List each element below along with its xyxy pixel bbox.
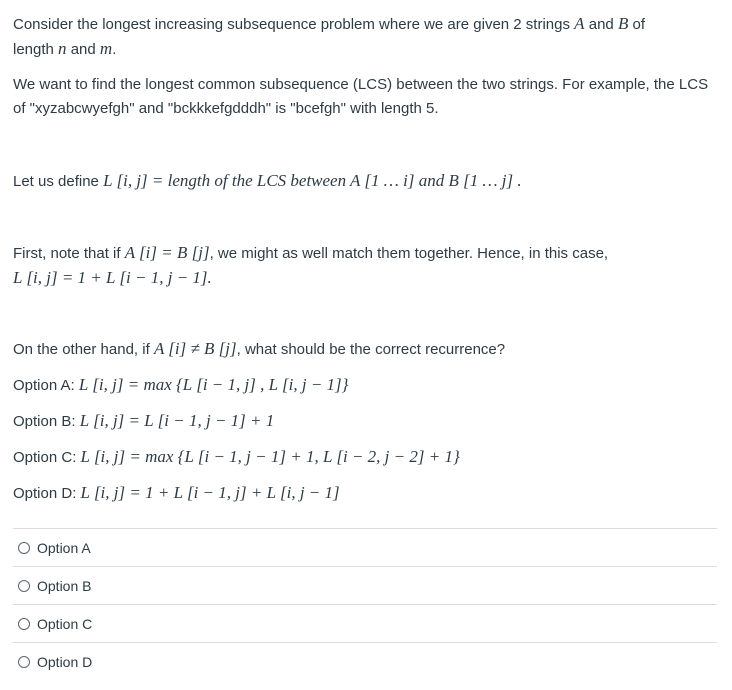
- answer-option-c[interactable]: [13, 604, 717, 642]
- first-equation: L [i, j] = 1 + L [i − 1, j − 1].: [13, 268, 212, 287]
- option-b-expr: L [i, j] = L [i − 1, j − 1] + 1: [79, 411, 275, 430]
- option-a-expr: L [i, j] = max {L [i − 1, j] , L [i, j − 1]}: [78, 375, 349, 394]
- other-prefix: On the other hand, if: [13, 341, 150, 358]
- radio-d[interactable]: [18, 656, 30, 668]
- option-c-label: Option C:: [13, 449, 77, 466]
- intro-length: length: [13, 41, 54, 58]
- answer-c-label[interactable]: Option C: [37, 615, 93, 632]
- answer-option-d[interactable]: [13, 642, 717, 680]
- answer-option-b[interactable]: [13, 566, 717, 604]
- option-a-text: [13, 373, 348, 398]
- option-b-label: Option B:: [13, 413, 76, 430]
- option-c-expr: L [i, j] = max {L [i − 1, j − 1] + 1, L [i − 2, j − 2] + 1}: [80, 447, 460, 466]
- intro-end: .: [112, 41, 117, 58]
- intro-and-2: and: [70, 41, 96, 58]
- lcs-description: We want to find the longest common subsequence (LCS) between the two strings. For example, the LCS of "xyzabcwyefgh" and "bckkkefgdddh" is "bcefgh" with length 5.: [13, 76, 709, 117]
- radio-b[interactable]: [18, 580, 30, 592]
- var-n: n: [58, 39, 67, 58]
- other-suffix: , what should be the correct recurrence?: [236, 341, 506, 358]
- answer-a-label[interactable]: Option A: [37, 539, 91, 556]
- first-condition: A [i] = B [j]: [124, 243, 210, 262]
- option-b-text: [13, 409, 274, 434]
- intro-text: Consider the longest increasing subsequence problem where we are given 2 strings: [13, 16, 570, 33]
- definition-prefix: Let us define: [13, 173, 99, 190]
- answer-d-label[interactable]: Option D: [37, 653, 93, 670]
- other-case: [13, 337, 505, 362]
- intro-and: and: [588, 16, 614, 33]
- radio-a[interactable]: [18, 542, 30, 554]
- option-a-label: Option A:: [13, 377, 75, 394]
- answer-list: [13, 528, 717, 680]
- definition-math: L [i, j] = length of the LCS between A [1 … i] and B [1 … j] .: [103, 171, 522, 190]
- option-c-text: [13, 445, 460, 470]
- intro-of: of: [632, 16, 646, 33]
- radio-c[interactable]: [18, 618, 30, 630]
- first-prefix: First, note that if: [13, 245, 121, 262]
- var-b: B: [617, 14, 629, 33]
- var-a: A: [574, 14, 585, 33]
- first-mid: , we might as well match them together. Hence, in this case,: [209, 245, 609, 262]
- other-condition: A [i] ≠ B [j]: [153, 339, 237, 358]
- option-d-label: Option D:: [13, 485, 77, 502]
- answer-b-label[interactable]: Option B: [37, 577, 92, 594]
- option-d-text: [13, 481, 340, 506]
- question-intro: [13, 12, 712, 62]
- answer-option-a[interactable]: [13, 528, 717, 566]
- first-note: [13, 241, 712, 291]
- option-d-expr: L [i, j] = 1 + L [i − 1, j] + L [i, j − 1]: [80, 483, 340, 502]
- definition-line: [13, 169, 712, 194]
- var-m: m: [99, 39, 113, 58]
